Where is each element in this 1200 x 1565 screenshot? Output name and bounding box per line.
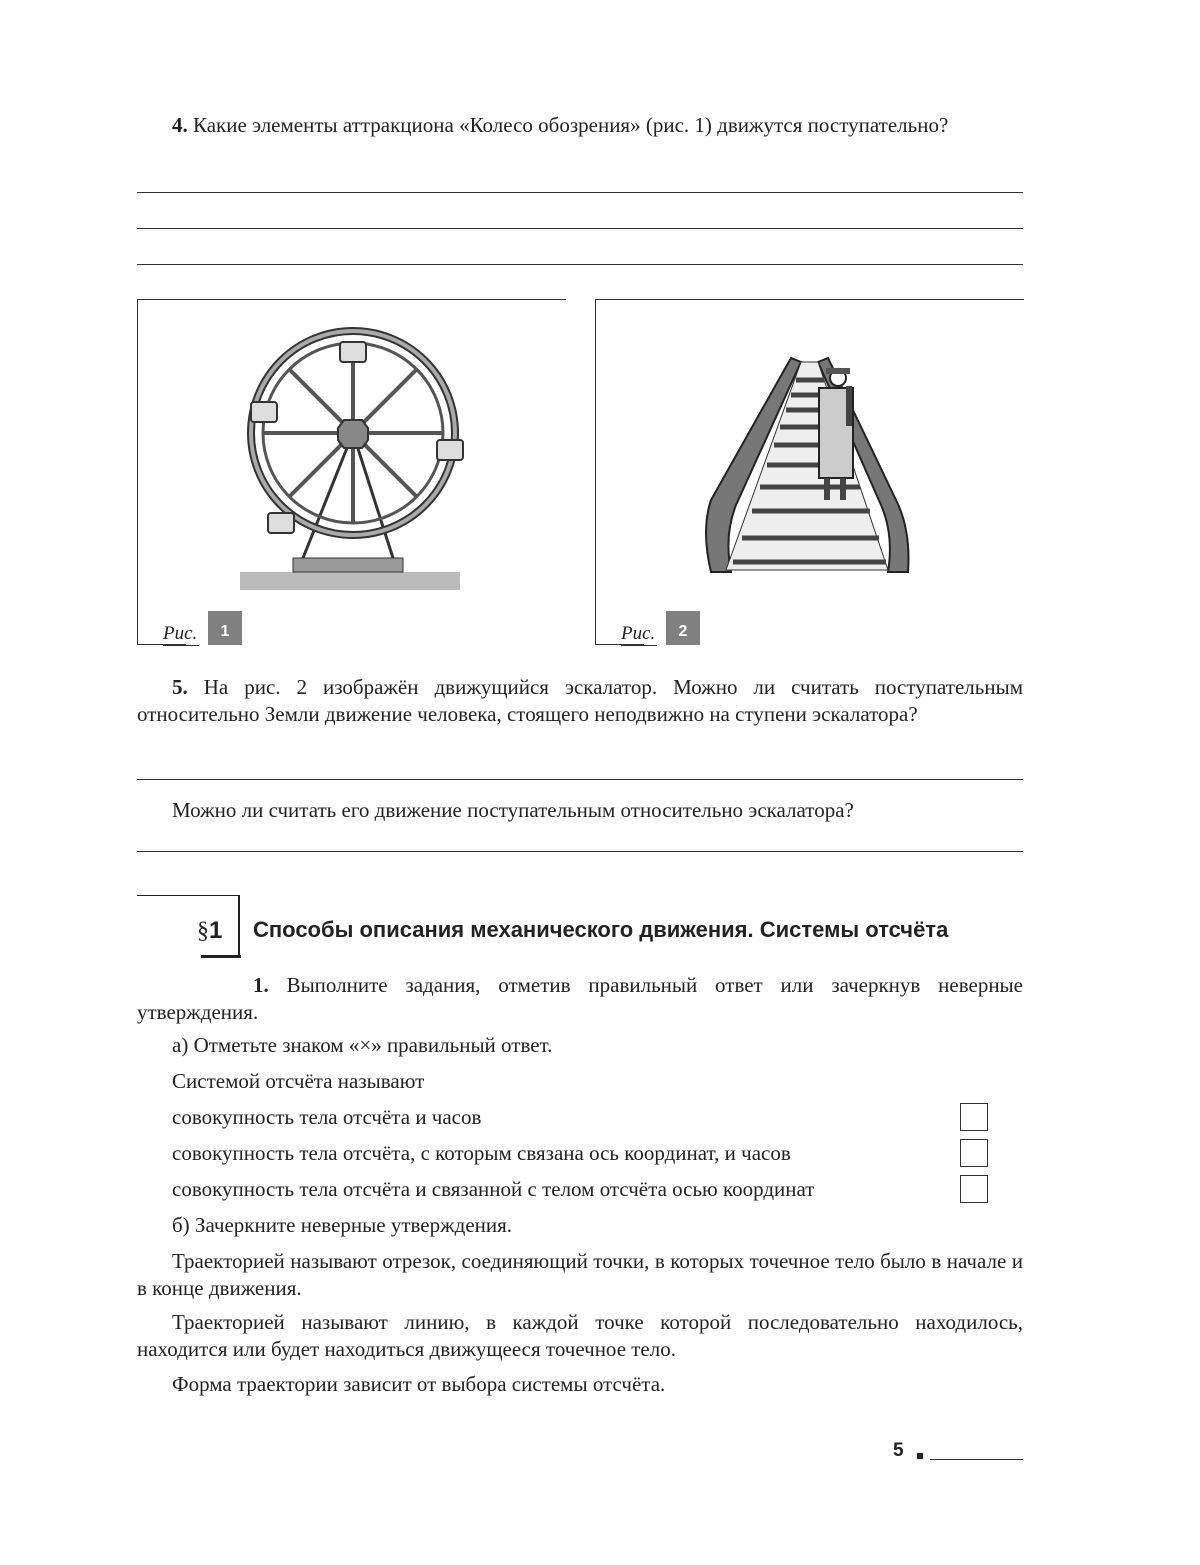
section-frame-underline	[201, 955, 241, 958]
task-a-label: а) Отметьте знаком «×» правильный ответ.	[172, 1033, 553, 1057]
section-symbol: §	[197, 918, 209, 944]
figure-number-badge: 2	[666, 611, 700, 645]
option-checkbox[interactable]	[960, 1103, 988, 1131]
section-frame	[137, 895, 240, 957]
task-b-label: б) Зачеркните неверные утверждения.	[172, 1213, 513, 1237]
question-number: 5.	[172, 675, 188, 699]
statement[interactable]: Траекторией называют отрезок, соединяющий точки, в которых точечное тело было в начале и в конце движения.	[137, 1249, 1023, 1300]
page-number-marker	[917, 1453, 923, 1459]
option-text: совокупность тела отсчёта и часов	[172, 1105, 482, 1129]
figure-2-escalator	[595, 299, 1024, 645]
ferris-wheel-illustration	[138, 300, 566, 645]
question-5	[137, 674, 1023, 728]
answer-line[interactable]	[137, 779, 1023, 780]
figure-caption: Рис.	[621, 623, 656, 644]
statement[interactable]: Траекторией называют линию, в каждой точке которой последовательно находилось, находится или будет находиться движущееся точечное тело.	[137, 1310, 1023, 1361]
statement[interactable]: Форма траектории зависит от выбора системы отсчёта.	[172, 1372, 666, 1396]
figure-number-badge: 1	[208, 611, 242, 645]
figure-caption: Рис.	[163, 623, 198, 644]
section-title: Способы описания механического движения. Системы отсчёта	[253, 917, 949, 942]
task-1	[137, 972, 1023, 1026]
task-text: Выполните задания, отметив правильный ответ или зачеркнув неверные утверждения.	[137, 973, 1023, 1024]
answer-line[interactable]	[137, 851, 1023, 852]
option-checkbox[interactable]	[960, 1139, 988, 1167]
answer-line[interactable]	[137, 192, 1023, 193]
section-number-value: 1	[209, 917, 223, 944]
figure-1-ferris-wheel	[137, 299, 566, 645]
question-number: 4.	[172, 113, 188, 137]
option-checkbox[interactable]	[960, 1175, 988, 1203]
answer-line[interactable]	[137, 228, 1023, 229]
question-4	[137, 112, 1023, 139]
question-text: На рис. 2 изображён движущийся эскалатор. Можно ли считать поступательным относительно Земли движение человека, стоящего неподвижно на ступени эскалатора?	[137, 675, 1023, 726]
task-stem: Системой отсчёта называют	[172, 1069, 425, 1093]
option-text: совокупность тела отсчёта и связанной с телом отсчёта осью координат	[172, 1177, 815, 1201]
page-number: 5	[893, 1440, 904, 1461]
option-text: совокупность тела отсчёта, с которым связана ось координат, и часов	[172, 1141, 791, 1165]
question-text: Какие элементы аттракциона «Колесо обозрения» (рис. 1) движутся поступательно?	[187, 113, 949, 137]
answer-line[interactable]	[137, 264, 1023, 265]
task-number: 1.	[253, 973, 269, 997]
escalator-illustration	[596, 300, 1024, 645]
page-number-rule	[930, 1459, 1023, 1460]
question-5-followup: Можно ли считать его движение поступательным относительно эскалатора?	[172, 798, 854, 822]
section-number	[197, 917, 222, 945]
